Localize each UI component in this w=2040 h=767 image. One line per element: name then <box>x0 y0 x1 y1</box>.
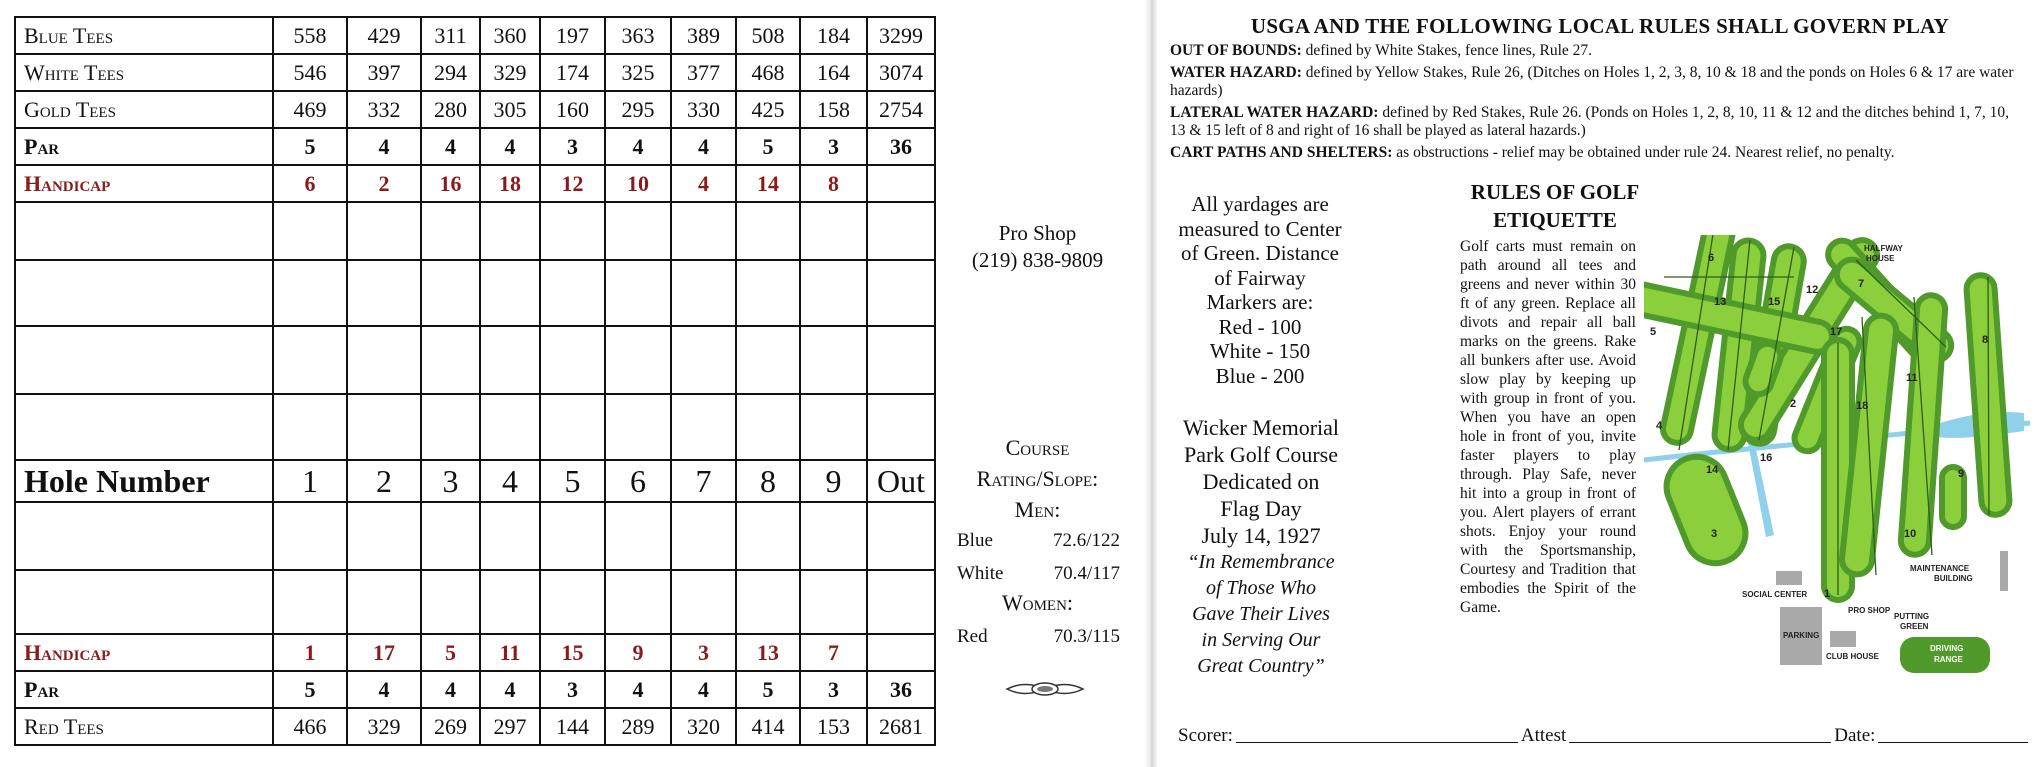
date-label: Date: <box>1834 725 1876 746</box>
white-tees-cell: 294 <box>421 54 480 91</box>
social-center-building <box>1776 571 1802 585</box>
score-entry-cell[interactable] <box>605 394 671 460</box>
score-entry-cell[interactable] <box>347 570 421 634</box>
score-entry-cell[interactable] <box>736 394 800 460</box>
score-entry-cell[interactable] <box>800 326 867 394</box>
map-hole-3: 3 <box>1711 528 1718 540</box>
pro-shop-info <box>950 220 1125 274</box>
handicap-bottom-cell: 11 <box>480 634 540 671</box>
gold-tees-cell: 469 <box>273 91 347 128</box>
map-hole-7: 7 <box>1858 278 1865 290</box>
score-entry-cell[interactable] <box>671 570 736 634</box>
score-entry-cell[interactable] <box>480 502 540 570</box>
score-entry-cell[interactable] <box>480 570 540 634</box>
score-entry-cell[interactable] <box>867 260 935 326</box>
white-tees-cell: 397 <box>347 54 421 91</box>
par-bottom-cell: 3 <box>540 671 605 708</box>
map-hole-10: 10 <box>1904 528 1917 540</box>
score-entry-cell[interactable] <box>421 502 480 570</box>
local-rules <box>1170 42 2016 165</box>
blue-tees-cell: 429 <box>347 17 421 54</box>
handicap-bottom-cell: 3 <box>671 634 736 671</box>
score-entry-cell[interactable] <box>347 394 421 460</box>
rating-title-line1: Course <box>1005 435 1070 460</box>
par-cell: 4 <box>671 128 736 165</box>
rating-value: 70.4/117 <box>1053 563 1120 584</box>
player-name-cell[interactable] <box>15 570 273 634</box>
rating-value: 72.6/122 <box>1052 530 1120 551</box>
par-cell: 4 <box>347 128 421 165</box>
score-entry-cell[interactable] <box>540 570 605 634</box>
handicap-bottom-cell: 13 <box>736 634 800 671</box>
par-cell: 5 <box>273 128 347 165</box>
map-hole-15: 15 <box>1768 296 1781 308</box>
hole-number-cell: 6 <box>605 460 671 502</box>
rule-water-hazard: WATER HAZARD: defined by Yellow Stakes, Rule 26, (Ditches on Holes 1, 2, 3, 8, 10 & 18 and the ponds on Holes 6 & 17 are water hazards) <box>1170 63 2014 99</box>
map-hole-18: 18 <box>1856 400 1869 412</box>
rating-tee: White <box>957 563 1004 584</box>
player-score-row[interactable] <box>15 394 935 460</box>
gold-tees-cell: 280 <box>421 91 480 128</box>
score-entry-cell[interactable] <box>273 394 347 460</box>
white-tees-cell: 468 <box>736 54 800 91</box>
red-tees-bottom-cell: 153 <box>800 708 867 745</box>
par-cell: 5 <box>736 128 800 165</box>
score-entry-cell[interactable] <box>671 260 736 326</box>
white-tees-cell: 164 <box>800 54 867 91</box>
handicap-cell <box>867 165 935 202</box>
rating-tee: Blue <box>957 530 993 551</box>
score-entry-cell[interactable] <box>480 394 540 460</box>
par-bottom-cell: 5 <box>736 671 800 708</box>
hole-number-cell: 4 <box>480 460 540 502</box>
par-bottom-cell: 4 <box>605 671 671 708</box>
page-fold <box>1144 0 1158 767</box>
handicap-bottom-cell: 7 <box>800 634 867 671</box>
map-hole-12: 12 <box>1806 284 1819 296</box>
gold-tees-cell: 425 <box>736 91 800 128</box>
score-entry-cell[interactable] <box>867 326 935 394</box>
red-tees-bottom-cell: 329 <box>347 708 421 745</box>
par-bottom-cell: 4 <box>421 671 480 708</box>
par-cell: 3 <box>800 128 867 165</box>
blue-tees-cell: 389 <box>671 17 736 54</box>
score-entry-cell[interactable] <box>421 394 480 460</box>
handicap-cell: 12 <box>540 165 605 202</box>
handicap-bottom-cell: 5 <box>421 634 480 671</box>
signature-line <box>1178 725 2033 747</box>
score-entry-cell[interactable] <box>800 202 867 260</box>
score-entry-cell[interactable] <box>421 570 480 634</box>
map-hole-5: 5 <box>1650 326 1657 338</box>
handicap-bottom-cell: 9 <box>605 634 671 671</box>
men-label: Men: <box>1014 497 1061 522</box>
red-tees-bottom-cell: 320 <box>671 708 736 745</box>
player-score-row[interactable] <box>15 570 935 634</box>
handicap-cell: 10 <box>605 165 671 202</box>
par-bottom-label: Par <box>15 671 273 708</box>
map-hole-6: 6 <box>1708 252 1715 264</box>
maintenance-label: MAINTENANCE <box>1910 564 1970 573</box>
rating-row-red <box>957 626 1120 648</box>
svg-text:RANGE: RANGE <box>1934 655 1963 664</box>
red-tees-bottom-cell: 2681 <box>867 708 935 745</box>
score-entry-cell[interactable] <box>867 202 935 260</box>
player-score-row[interactable] <box>15 326 935 394</box>
map-hole-13: 13 <box>1714 296 1727 308</box>
hole-number-cell: 3 <box>421 460 480 502</box>
rating-title-line2: Rating/Slope: <box>976 466 1099 491</box>
score-entry-cell[interactable] <box>480 326 540 394</box>
club-house-label: CLUB HOUSE <box>1826 652 1879 661</box>
player-name-cell[interactable] <box>15 326 273 394</box>
score-entry-cell[interactable] <box>671 202 736 260</box>
par-row <box>15 128 935 165</box>
par-bottom-cell: 3 <box>800 671 867 708</box>
red-tees-bottom-cell: 297 <box>480 708 540 745</box>
red-tees-bottom-cell: 144 <box>540 708 605 745</box>
red-tees-bottom-cell: 466 <box>273 708 347 745</box>
score-entry-cell[interactable] <box>540 502 605 570</box>
gold-tees-row <box>15 91 935 128</box>
ornament-icon <box>1005 678 1085 700</box>
yardage-note: All yardages are measured to Center of Green. Distance of Fairway Markers are: Red - 100 White - 150 Blue - 200 <box>1178 192 1342 388</box>
score-entry-cell[interactable] <box>347 326 421 394</box>
player-name-cell[interactable] <box>15 502 273 570</box>
attest-label: Attest <box>1520 725 1567 746</box>
white-tees-cell: 377 <box>671 54 736 91</box>
scorer-field[interactable] <box>1236 725 1518 743</box>
blue-tees-cell: 197 <box>540 17 605 54</box>
hole-number-cell: 1 <box>273 460 347 502</box>
course-rating-title <box>950 432 1125 525</box>
score-entry-cell[interactable] <box>605 502 671 570</box>
etiquette-text: Golf carts must remain on path around all tees and greens and never within 30 ft of any green. Replace all divots and repair all ball marks on the greens. Rake all bunkers after use. Avoid slow play by keeping up with group in front of you. When you have an open hole in front of you, invite faster players to play through. Play Safe, never hit into a group in front of you. Alert players of errant shots. Enjoy your round with the Sportsmanship, Courtesy and Tradition that embodies the Spirit of the Game. <box>1460 238 1636 616</box>
svg-text:HOUSE: HOUSE <box>1866 254 1895 263</box>
map-hole-17: 17 <box>1830 326 1843 338</box>
map-hole-1: 1 <box>1824 588 1831 600</box>
putting-green-label: PUTTING <box>1894 612 1930 621</box>
gold-tees-cell: 305 <box>480 91 540 128</box>
hole-number-cell: 9 <box>800 460 867 502</box>
score-entry-cell[interactable] <box>540 260 605 326</box>
red-tees-bottom-cell: 269 <box>421 708 480 745</box>
svg-text:GREEN: GREEN <box>1900 622 1929 631</box>
white-tees-cell: 325 <box>605 54 671 91</box>
score-entry-cell[interactable] <box>605 326 671 394</box>
score-entry-cell[interactable] <box>800 502 867 570</box>
map-hole-8: 8 <box>1982 334 1989 346</box>
score-entry-cell[interactable] <box>800 570 867 634</box>
handicap-cell: 6 <box>273 165 347 202</box>
red-tees-bottom-cell: 414 <box>736 708 800 745</box>
par-cell: 4 <box>480 128 540 165</box>
score-entry-cell[interactable] <box>421 260 480 326</box>
rule-lateral-water-hazard: LATERAL WATER HAZARD: defined by Red Stakes, Rule 26. (Ponds on Holes 1, 2, 8, 10, 11 & 12 and the ditches behind 1, 7, 10, 13 & 15 left of 8 and right of 16 shall be played as lateral hazards.) <box>1170 103 2009 139</box>
red-tees-bottom-label: Red Tees <box>15 708 273 745</box>
score-entry-cell[interactable] <box>273 326 347 394</box>
scorecard-body <box>15 17 935 745</box>
gold-tees-label: Gold Tees <box>15 91 273 128</box>
map-hole-2: 2 <box>1790 398 1797 410</box>
handicap-bottom-cell: 17 <box>347 634 421 671</box>
white-tees-row <box>15 54 935 91</box>
handicap-cell: 8 <box>800 165 867 202</box>
hole-number-cell: 8 <box>736 460 800 502</box>
map-hole-11: 11 <box>1906 372 1918 384</box>
score-entry-cell[interactable] <box>605 202 671 260</box>
par-cell: 3 <box>540 128 605 165</box>
gold-tees-cell: 160 <box>540 91 605 128</box>
white-tees-cell: 174 <box>540 54 605 91</box>
par-cell: 36 <box>867 128 935 165</box>
gold-tees-cell: 330 <box>671 91 736 128</box>
rating-value: 70.3/115 <box>1053 626 1120 647</box>
gold-tees-cell: 295 <box>605 91 671 128</box>
player-score-row[interactable] <box>15 260 935 326</box>
pro-shop-phone: (219) 838-9809 <box>971 248 1104 272</box>
white-tees-cell: 329 <box>480 54 540 91</box>
gold-tees-cell: 158 <box>800 91 867 128</box>
parking-label: PARKING <box>1783 631 1820 640</box>
score-entry-cell[interactable] <box>736 260 800 326</box>
etiquette-title: RULES OF GOLF ETIQUETTE <box>1470 180 1640 232</box>
map-hole-16: 16 <box>1760 452 1773 464</box>
white-tees-cell: 546 <box>273 54 347 91</box>
blue-tees-cell: 558 <box>273 17 347 54</box>
hole-number-label: Hole Number <box>15 460 273 502</box>
hole-number-cell: 7 <box>671 460 736 502</box>
club-house-building <box>1830 631 1856 647</box>
par-bottom-cell: 4 <box>671 671 736 708</box>
score-entry-cell[interactable] <box>540 326 605 394</box>
hole-number-cell: 2 <box>347 460 421 502</box>
handicap-cell: 2 <box>347 165 421 202</box>
red-tees-bottom-row <box>15 708 935 745</box>
maintenance-building <box>2000 551 2008 591</box>
score-entry-cell[interactable] <box>540 202 605 260</box>
player-score-row[interactable] <box>15 502 935 570</box>
score-entry-cell[interactable] <box>867 394 935 460</box>
scorer-label: Scorer: <box>1178 725 1233 746</box>
hole-number-row <box>15 460 935 502</box>
score-entry-cell[interactable] <box>736 502 800 570</box>
handicap-cell: 14 <box>736 165 800 202</box>
score-entry-cell[interactable] <box>800 394 867 460</box>
white-tees-cell: 3074 <box>867 54 935 91</box>
halfway-house-label: HALFWAY <box>1864 244 1903 253</box>
gold-tees-cell: 2754 <box>867 91 935 128</box>
blue-tees-label: Blue Tees <box>15 17 273 54</box>
blue-tees-row <box>15 17 935 54</box>
score-entry-cell[interactable] <box>421 326 480 394</box>
player-score-row[interactable] <box>15 202 935 260</box>
handicap-label: Handicap <box>15 165 273 202</box>
rating-row-white <box>957 563 1120 585</box>
date-field[interactable] <box>1878 725 2028 743</box>
score-entry-cell[interactable] <box>347 260 421 326</box>
par-bottom-cell: 4 <box>480 671 540 708</box>
rating-row-blue <box>957 530 1120 552</box>
map-hole-9: 9 <box>1958 468 1965 480</box>
score-entry-cell[interactable] <box>273 202 347 260</box>
score-entry-cell[interactable] <box>273 502 347 570</box>
score-entry-cell[interactable] <box>736 326 800 394</box>
blue-tees-cell: 311 <box>421 17 480 54</box>
course-map <box>1644 235 2030 683</box>
score-entry-cell[interactable] <box>421 202 480 260</box>
par-label: Par <box>15 128 273 165</box>
score-entry-cell[interactable] <box>736 570 800 634</box>
social-center-label: SOCIAL CENTER <box>1742 590 1808 599</box>
rule-cart-paths: CART PATHS AND SHELTERS: as obstructions - relief may be obtained under rule 24. Nearest relief, no penalty. <box>1170 143 1895 161</box>
dedication: Wicker Memorial Park Golf Course Dedicated on Flag Day July 14, 1927 “In Remembrance of Those Who Gave Their Lives in Serving Our Great Country” <box>1166 414 1356 679</box>
women-label: Women: <box>1001 590 1074 615</box>
handicap-bottom-cell: 1 <box>273 634 347 671</box>
score-entry-cell[interactable] <box>671 502 736 570</box>
rule-out-of-bounds: OUT OF BOUNDS: defined by White Stakes, fence lines, Rule 27. <box>1170 42 1593 59</box>
map-hole-4: 4 <box>1656 420 1663 432</box>
driving-range-label: DRIVING <box>1930 644 1964 653</box>
score-entry-cell[interactable] <box>605 570 671 634</box>
pro-shop-map-label: PRO SHOP <box>1848 606 1891 615</box>
par-bottom-cell: 4 <box>347 671 421 708</box>
gold-tees-cell: 332 <box>347 91 421 128</box>
rating-tee: Red <box>957 626 988 647</box>
par-bottom-cell: 5 <box>273 671 347 708</box>
score-entry-cell[interactable] <box>480 202 540 260</box>
score-entry-cell[interactable] <box>736 202 800 260</box>
handicap-bottom-cell <box>867 634 935 671</box>
player-name-cell[interactable] <box>15 260 273 326</box>
par-bottom-cell: 36 <box>867 671 935 708</box>
handicap-bottom-cell: 15 <box>540 634 605 671</box>
blue-tees-cell: 508 <box>736 17 800 54</box>
handicap-row <box>15 165 935 202</box>
blue-tees-cell: 184 <box>800 17 867 54</box>
par-cell: 4 <box>605 128 671 165</box>
score-entry-cell[interactable] <box>540 394 605 460</box>
white-tees-label: White Tees <box>15 54 273 91</box>
handicap-bottom-row <box>15 634 935 671</box>
player-name-cell[interactable] <box>15 394 273 460</box>
score-entry-cell[interactable] <box>867 570 935 634</box>
handicap-cell: 4 <box>671 165 736 202</box>
score-entry-cell[interactable] <box>273 260 347 326</box>
local-rules-title: USGA AND THE FOLLOWING LOCAL RULES SHALL GOVERN PLAY <box>1250 14 1950 38</box>
map-hole-14: 14 <box>1706 464 1719 476</box>
handicap-cell: 18 <box>480 165 540 202</box>
handicap-bottom-label: Handicap <box>15 634 273 671</box>
svg-text:BUILDING: BUILDING <box>1934 574 1973 583</box>
scorecard-table <box>14 16 936 746</box>
blue-tees-cell: 3299 <box>867 17 935 54</box>
par-cell: 4 <box>421 128 480 165</box>
score-entry-cell[interactable] <box>800 260 867 326</box>
red-tees-bottom-cell: 289 <box>605 708 671 745</box>
score-entry-cell[interactable] <box>605 260 671 326</box>
hole-number-cell: 5 <box>540 460 605 502</box>
handicap-cell: 16 <box>421 165 480 202</box>
player-name-cell[interactable] <box>15 202 273 260</box>
score-entry-cell[interactable] <box>480 260 540 326</box>
score-entry-cell[interactable] <box>671 326 736 394</box>
pro-shop-label: Pro Shop <box>998 221 1077 245</box>
score-entry-cell[interactable] <box>671 394 736 460</box>
dedication-quote: “In Remembrance of Those Who Gave Their Lives in Serving Our Great Country” <box>1187 551 1335 677</box>
hole-number-cell: Out <box>867 460 935 502</box>
attest-field[interactable] <box>1569 725 1831 743</box>
score-entry-cell[interactable] <box>867 502 935 570</box>
blue-tees-cell: 360 <box>480 17 540 54</box>
par-bottom-row <box>15 671 935 708</box>
blue-tees-cell: 363 <box>605 17 671 54</box>
score-entry-cell[interactable] <box>273 570 347 634</box>
score-entry-cell[interactable] <box>347 202 421 260</box>
score-entry-cell[interactable] <box>347 502 421 570</box>
